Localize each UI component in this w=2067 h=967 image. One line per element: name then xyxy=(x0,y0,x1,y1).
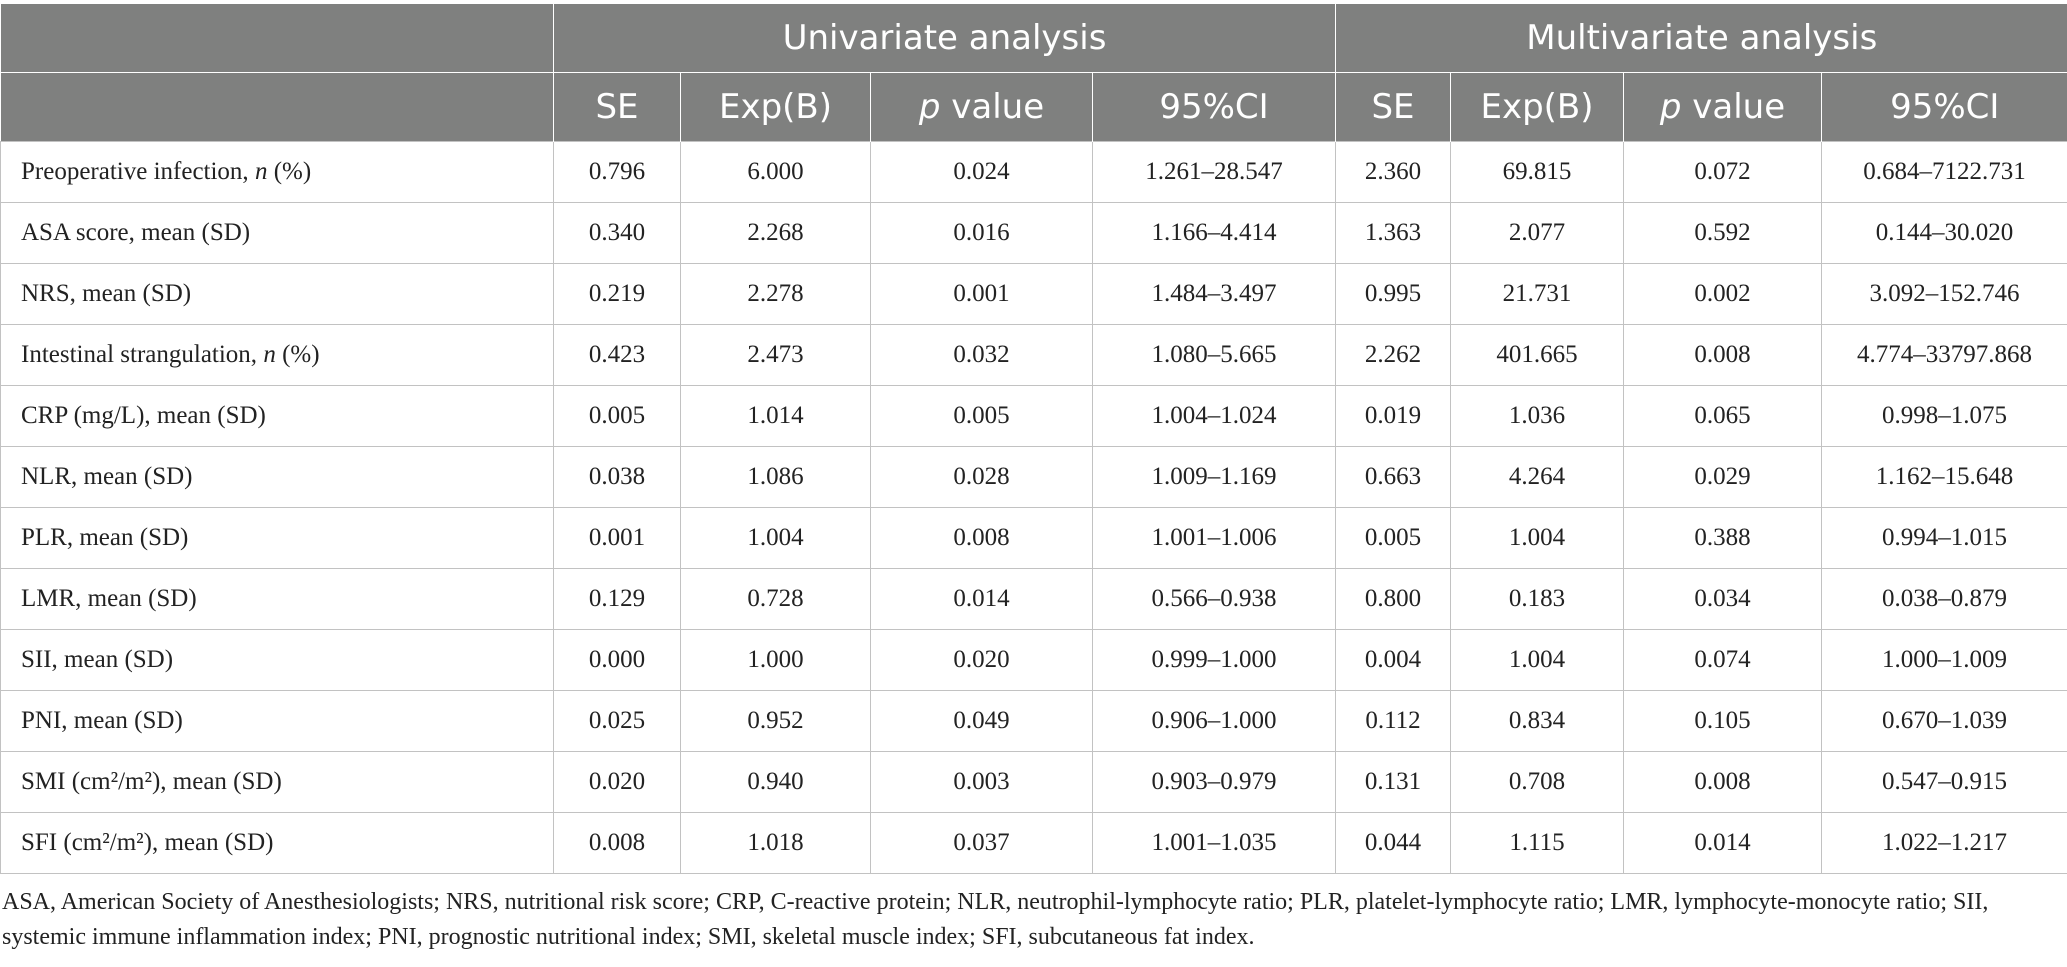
row-label-part: PLR, mean (SD) xyxy=(21,524,189,551)
row-label-part: PNI, mean (SD) xyxy=(21,707,183,734)
table-cell: 0.020 xyxy=(554,752,681,813)
column-header xyxy=(871,73,1093,142)
table-cell: 1.166–4.414 xyxy=(1093,203,1336,264)
table-cell: 2.473 xyxy=(681,325,871,386)
column-header xyxy=(554,73,681,142)
table-cell: 1.004–1.024 xyxy=(1093,386,1336,447)
table-row xyxy=(1,203,2067,264)
table-cell: 0.037 xyxy=(871,813,1093,874)
table-cell: 0.423 xyxy=(554,325,681,386)
table-cell: 1.004 xyxy=(1451,630,1624,691)
table-row xyxy=(1,142,2067,203)
table-cell: 0.708 xyxy=(1451,752,1624,813)
header-group-row xyxy=(1,4,2067,73)
table-cell: 0.028 xyxy=(871,447,1093,508)
column-header xyxy=(1822,73,2067,142)
column-header xyxy=(1093,73,1336,142)
row-label-part: CRP (mg/L), mean (SD) xyxy=(21,402,266,429)
row-label xyxy=(1,569,554,630)
table-cell: 0.994–1.015 xyxy=(1822,508,2067,569)
row-label xyxy=(1,203,554,264)
table-cell: 6.000 xyxy=(681,142,871,203)
table-row xyxy=(1,264,2067,325)
table-cell: 0.670–1.039 xyxy=(1822,691,2067,752)
table-cell: 2.262 xyxy=(1336,325,1451,386)
table-cell: 4.264 xyxy=(1451,447,1624,508)
row-label xyxy=(1,142,554,203)
table-cell: 0.995 xyxy=(1336,264,1451,325)
table-cell: 0.105 xyxy=(1624,691,1822,752)
table-cell: 0.004 xyxy=(1336,630,1451,691)
table-cell: 1.363 xyxy=(1336,203,1451,264)
row-label xyxy=(1,386,554,447)
table-cell: 0.183 xyxy=(1451,569,1624,630)
column-header-label: SE xyxy=(1371,87,1415,127)
row-label-part: n xyxy=(254,158,268,185)
table-cell: 0.003 xyxy=(871,752,1093,813)
table-row xyxy=(1,325,2067,386)
table-cell: 0.129 xyxy=(554,569,681,630)
table-row xyxy=(1,386,2067,447)
table-cell: 401.665 xyxy=(1451,325,1624,386)
table-cell: 0.001 xyxy=(871,264,1093,325)
table-cell: 0.112 xyxy=(1336,691,1451,752)
table-cell: 1.001–1.006 xyxy=(1093,508,1336,569)
table-cell: 0.065 xyxy=(1624,386,1822,447)
table-cell: 0.032 xyxy=(871,325,1093,386)
table-cell: 0.144–30.020 xyxy=(1822,203,2067,264)
table-body xyxy=(1,142,2067,874)
table-cell: 1.036 xyxy=(1451,386,1624,447)
row-label-part: (%) xyxy=(275,341,320,368)
table-cell: 0.016 xyxy=(871,203,1093,264)
table-cell: 0.592 xyxy=(1624,203,1822,264)
table-cell: 1.009–1.169 xyxy=(1093,447,1336,508)
table-cell: 0.219 xyxy=(554,264,681,325)
table-cell: 0.029 xyxy=(1624,447,1822,508)
table-cell: 0.034 xyxy=(1624,569,1822,630)
row-label-part: LMR, mean (SD) xyxy=(21,585,197,612)
table-cell: 0.044 xyxy=(1336,813,1451,874)
column-header-label: 95%CI xyxy=(1890,87,2000,127)
table-cell: 1.484–3.497 xyxy=(1093,264,1336,325)
table-cell: 0.020 xyxy=(871,630,1093,691)
row-label-part: n xyxy=(263,341,276,368)
header-corner-cell xyxy=(1,73,554,142)
table-cell: 0.008 xyxy=(1624,325,1822,386)
row-label-part: Preoperative infection, xyxy=(21,158,255,185)
table-cell: 0.131 xyxy=(1336,752,1451,813)
table-cell: 0.728 xyxy=(681,569,871,630)
table-cell: 0.796 xyxy=(554,142,681,203)
table-cell: 0.663 xyxy=(1336,447,1451,508)
row-label-part: NRS, mean (SD) xyxy=(21,280,192,307)
table-cell: 0.998–1.075 xyxy=(1822,386,2067,447)
table-cell: 0.952 xyxy=(681,691,871,752)
table-cell: 1.261–28.547 xyxy=(1093,142,1336,203)
regression-results-table xyxy=(0,4,2067,874)
table-cell: 2.278 xyxy=(681,264,871,325)
results-table-container xyxy=(0,4,2067,874)
table-cell: 0.008 xyxy=(871,508,1093,569)
row-label xyxy=(1,325,554,386)
table-cell: 0.008 xyxy=(1624,752,1822,813)
table-cell: 3.092–152.746 xyxy=(1822,264,2067,325)
table-cell: 0.834 xyxy=(1451,691,1624,752)
row-label xyxy=(1,691,554,752)
table-cell: 1.001–1.035 xyxy=(1093,813,1336,874)
header-column-row xyxy=(1,73,2067,142)
header-group-multivariate: Multivariate analysis xyxy=(1336,4,2067,73)
table-cell: 0.025 xyxy=(554,691,681,752)
table-cell: 1.004 xyxy=(681,508,871,569)
row-label xyxy=(1,264,554,325)
header-corner-cell xyxy=(1,4,554,73)
table-cell: 4.774–33797.868 xyxy=(1822,325,2067,386)
table-cell: 0.547–0.915 xyxy=(1822,752,2067,813)
row-label-part: SFI (cm²/m²), mean (SD) xyxy=(21,829,274,856)
table-cell: 0.005 xyxy=(554,386,681,447)
row-label-part: ASA score, mean (SD) xyxy=(21,219,251,246)
column-header-label: value xyxy=(1681,87,1786,127)
table-row xyxy=(1,569,2067,630)
table-cell: 2.360 xyxy=(1336,142,1451,203)
table-cell: 0.940 xyxy=(681,752,871,813)
header-group-univariate: Univariate analysis xyxy=(554,4,1336,73)
table-header xyxy=(1,4,2067,142)
table-footnote: ASA, American Society of Anesthesiologists; NRS, nutritional risk score; CRP, C-reactive protein; NLR, neutrophil-lymphocyte ratio; PLR, platelet-lymphocyte ratio; LMR, lymphocyte-monocyte ratio; SII, systemic immune inflammation index; PNI, prognostic nutritional index; SMI, skeletal muscle index; SFI, subcutaneous fat index. xyxy=(2,889,1989,950)
table-cell: 1.022–1.217 xyxy=(1822,813,2067,874)
column-header-label: Exp(B) xyxy=(718,87,833,127)
row-label xyxy=(1,447,554,508)
table-cell: 1.162–15.648 xyxy=(1822,447,2067,508)
table-cell: 0.800 xyxy=(1336,569,1451,630)
row-label xyxy=(1,630,554,691)
table-cell: 21.731 xyxy=(1451,264,1624,325)
table-cell: 0.014 xyxy=(871,569,1093,630)
table-row xyxy=(1,813,2067,874)
table-cell: 1.086 xyxy=(681,447,871,508)
row-label xyxy=(1,508,554,569)
table-row xyxy=(1,630,2067,691)
table-cell: 0.049 xyxy=(871,691,1093,752)
table-cell: 0.008 xyxy=(554,813,681,874)
table-cell: 69.815 xyxy=(1451,142,1624,203)
table-row xyxy=(1,691,2067,752)
table-cell: 1.115 xyxy=(1451,813,1624,874)
table-cell: 1.000 xyxy=(681,630,871,691)
row-label-part: Intestinal strangulation, xyxy=(21,341,264,368)
row-label xyxy=(1,752,554,813)
table-cell: 0.038 xyxy=(554,447,681,508)
table-cell: 2.268 xyxy=(681,203,871,264)
column-header-italic: p xyxy=(1659,87,1682,127)
column-header xyxy=(1336,73,1451,142)
table-cell: 0.000 xyxy=(554,630,681,691)
table-cell: 1.004 xyxy=(1451,508,1624,569)
table-cell: 0.014 xyxy=(1624,813,1822,874)
table-cell: 1.080–5.665 xyxy=(1093,325,1336,386)
table-cell: 1.014 xyxy=(681,386,871,447)
table-cell: 0.019 xyxy=(1336,386,1451,447)
table-row xyxy=(1,508,2067,569)
table-cell: 2.077 xyxy=(1451,203,1624,264)
row-label-part: (%) xyxy=(267,158,312,185)
row-label-part: SMI (cm²/m²), mean (SD) xyxy=(21,768,282,795)
table-cell: 0.001 xyxy=(554,508,681,569)
table-cell: 0.072 xyxy=(1624,142,1822,203)
table-cell: 1.018 xyxy=(681,813,871,874)
row-label-part: NLR, mean (SD) xyxy=(21,463,193,490)
table-cell: 0.903–0.979 xyxy=(1093,752,1336,813)
table-cell: 0.388 xyxy=(1624,508,1822,569)
column-header xyxy=(681,73,871,142)
column-header-label: value xyxy=(940,87,1045,127)
table-cell: 0.038–0.879 xyxy=(1822,569,2067,630)
table-cell: 0.566–0.938 xyxy=(1093,569,1336,630)
column-header-italic: p xyxy=(918,87,941,127)
table-cell: 0.999–1.000 xyxy=(1093,630,1336,691)
column-header-label: SE xyxy=(595,87,639,127)
column-header xyxy=(1624,73,1822,142)
table-cell: 1.000–1.009 xyxy=(1822,630,2067,691)
table-row xyxy=(1,752,2067,813)
table-cell: 0.024 xyxy=(871,142,1093,203)
column-header-label: 95%CI xyxy=(1159,87,1269,127)
column-header xyxy=(1451,73,1624,142)
table-cell: 0.002 xyxy=(1624,264,1822,325)
table-cell: 0.074 xyxy=(1624,630,1822,691)
table-cell: 0.340 xyxy=(554,203,681,264)
row-label xyxy=(1,813,554,874)
table-cell: 0.005 xyxy=(1336,508,1451,569)
table-cell: 0.906–1.000 xyxy=(1093,691,1336,752)
column-header-label: Exp(B) xyxy=(1480,87,1594,127)
table-cell: 0.005 xyxy=(871,386,1093,447)
table-cell: 0.684–7122.731 xyxy=(1822,142,2067,203)
row-label-part: SII, mean (SD) xyxy=(21,646,174,673)
table-row xyxy=(1,447,2067,508)
